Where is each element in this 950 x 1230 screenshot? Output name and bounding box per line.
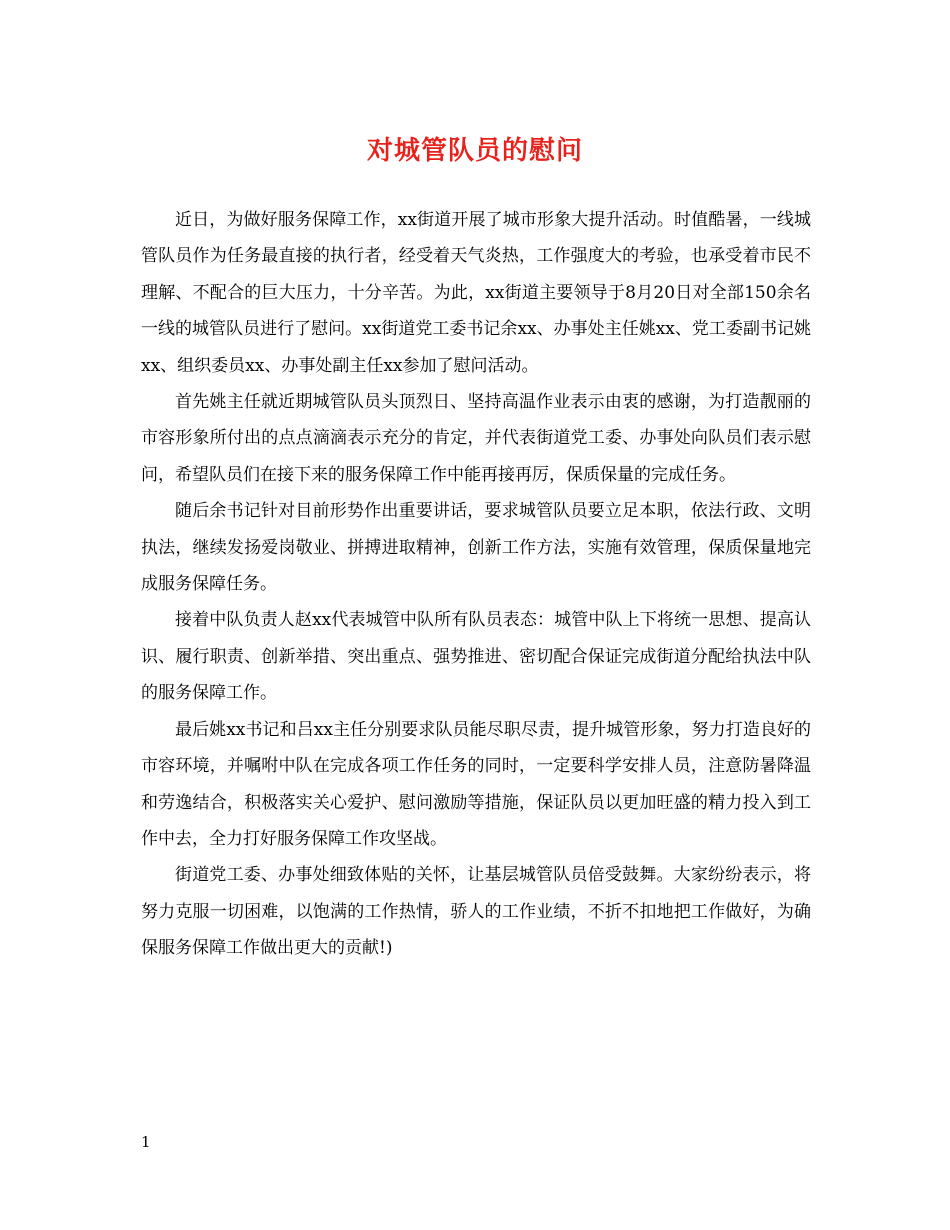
paragraph-2: 首先姚主任就近期城管队员头顶烈日、坚持高温作业表示由衷的感谢，为打造靓丽的市容形象所付出的点点滴滴表示充分的肯定，并代表街道党工委、办事处向队员们表示慰问，希望队员们在接下来的服务保障工作中能再接再厉，保质保量的完成任务。 bbox=[141, 392, 811, 485]
paragraph-5: 最后姚xx书记和吕xx主任分别要求队员能尽职尽责，提升城管形象，努力打造良好的市容环境，并嘱咐中队在完成各项工作任务的同时，一定要科学安排人员，注意防暑降温和劳逸结合，积极落实关心爱护、慰问激励等措施，保证队员以更加旺盛的精力投入到工作中去，全力打好服务保障工作攻坚战。 bbox=[141, 719, 811, 849]
paragraph-6: 街道党工委、办事处细致体贴的关怀，让基层城管队员倍受鼓舞。大家纷纷表示，将努力克服一切困难，以饱满的工作热情，骄人的工作业绩，不折不扣地把工作做好，为确保服务保障工作做出更大的贡献!) bbox=[141, 865, 811, 959]
document-title: 对城管队员的慰问 bbox=[366, 136, 583, 166]
page-number: 1 bbox=[141, 1133, 151, 1151]
paragraph-4: 接着中队负责人赵xx代表城管中队所有队员表态：城管中队上下将统一思想、提高认识、履行职责、创新举措、突出重点、强势推进、密切配合保证完成街道分配给执法中队的服务保障工作。 bbox=[141, 610, 811, 704]
paragraph-3: 随后余书记针对目前形势作出重要讲话，要求城管队员要立足本职，依法行政、文明执法，继续发扬爱岗敬业、拼搏进取精神，创新工作方法，实施有效管理，保质保量地完成服务保障任务。 bbox=[141, 501, 811, 595]
paragraph-1: 近日，为做好服务保障工作，xx街道开展了城市形象大提升活动。时值酷暑，一线城管队员作为任务最直接的执行者，经受着天气炎热，工作强度大的考验，也承受着市民不理解、不配合的巨大压力，十分辛苦。为此，xx街道主要领导于8月20日对全部150余名一线的城管队员进行了慰问。xx街道党工委书记余xx、办事处主任姚xx、党工委副书记姚xx、组织委员xx、办事处副主任xx参加了慰问活动。 bbox=[141, 210, 811, 376]
document-body bbox=[141, 202, 811, 967]
